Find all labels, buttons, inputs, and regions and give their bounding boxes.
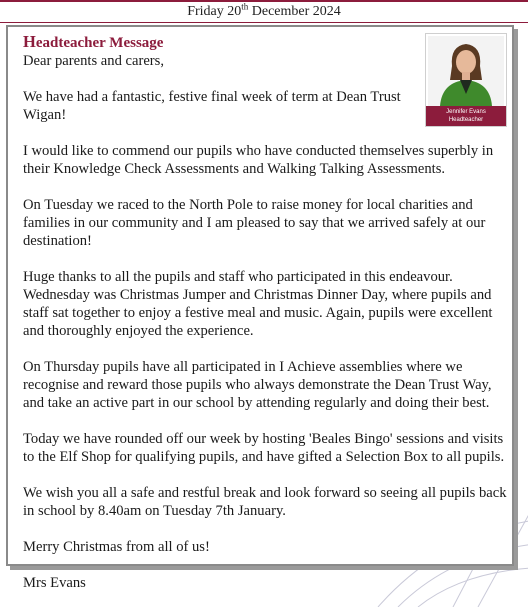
message-content: [23, 33, 507, 610]
greeting: Dear parents and carers,: [23, 53, 164, 69]
paragraph-christmas-jumper: Huge thanks to all the pupils and staff who participated in this endeavour. Wednesday was Christmas Jumper and Christmas Dinner Day, where pupils and staff sat together to enjoy a festive meal and music. Again, pupils were excellent and thoroughly enjoyed the experience.: [23, 269, 493, 339]
signature: Mrs Evans: [23, 575, 86, 591]
top-accent-rule: [0, 0, 528, 2]
headteacher-photo-card: [425, 33, 507, 127]
photo-caption-name: Jennifer Evans: [446, 109, 486, 115]
headteacher-portrait-image: [428, 36, 504, 106]
photo-caption: [426, 106, 506, 126]
date-ordinal: th: [241, 1, 249, 12]
paragraph-i-achieve: On Thursday pupils have all participated in I Achieve assemblies where we recognise and reward those pupils who always demonstrate the Dean Trust Way, and take an active part in our school by attending regularly and doing their best.: [23, 359, 492, 411]
paragraph-intro: We have had a fantastic, festive final week of term at Dean Trust Wigan!: [23, 89, 401, 123]
heading-text: eadteacher Message: [35, 35, 164, 51]
photo-caption-role: Headteacher: [448, 117, 484, 123]
paragraph-beales-bingo: Today we have rounded off our week by hosting 'Beales Bingo' sessions and visits to the Elf Shop for qualifying pupils, and have gifted a Selection Box to all pupils.: [23, 431, 505, 465]
paragraph-restful-break: We wish you all a safe and restful break and look forward so seeing all pupils back in school by 8.40am on Tuesday 7th January.: [23, 485, 507, 519]
paragraph-north-pole: On Tuesday we raced to the North Pole to raise money for local charities and families in our community and I am pleased to say that we arrived safely at our destination!: [23, 197, 486, 249]
newsletter-date: [0, 1, 528, 20]
date-day: Friday 20: [187, 4, 242, 19]
heading-initial: H: [23, 32, 36, 51]
date-underline-rule: [0, 22, 528, 23]
date-month-year: December 2024: [248, 4, 341, 19]
paragraph-assessments: I would like to commend our pupils who have conducted themselves superbly in their Knowledge Check Assessments and Walking Talking Assessments.: [23, 143, 494, 177]
headteacher-message-panel: [6, 25, 514, 591]
paragraph-merry-christmas: Merry Christmas from all of us!: [23, 539, 210, 555]
